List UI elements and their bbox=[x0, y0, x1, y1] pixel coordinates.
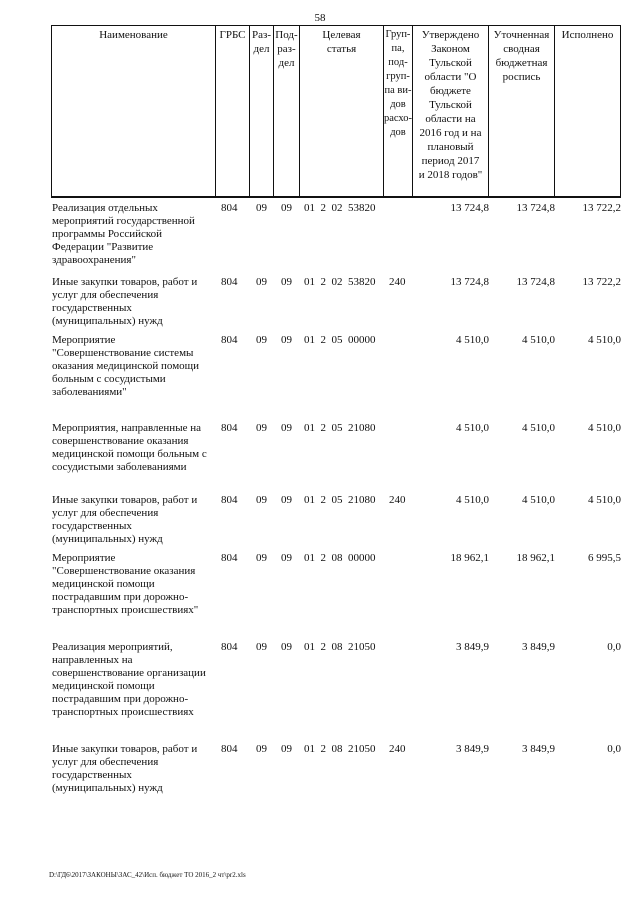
cell-utverzhdeno: 3 849,9 bbox=[456, 743, 489, 755]
cell-razdel: 09 bbox=[256, 743, 267, 755]
cell-utochnennaya: 18 962,1 bbox=[516, 552, 555, 564]
cell-celevaya: 01 2 05 21080 bbox=[304, 494, 376, 506]
cell-ispolneno: 13 722,2 bbox=[582, 202, 621, 214]
cell-celevaya: 01 2 05 21080 bbox=[304, 422, 376, 434]
cell-podrazdel: 09 bbox=[281, 494, 292, 506]
cell-name: Реализация отдельных мероприятий государственной программы Российской Федерации "Развитие здравоохранения" bbox=[52, 202, 195, 266]
cell-utochnennaya: 3 849,9 bbox=[522, 743, 555, 755]
cell-celevaya: 01 2 02 53820 bbox=[304, 202, 376, 214]
header-utverzhdeno: Утверждено Законом Тульской области "О бюджете Тульской области на 2016 год и на плановый период 2017 и 2018 годов" bbox=[413, 26, 489, 196]
cell-utochnennaya: 4 510,0 bbox=[522, 494, 555, 506]
header-razdel: Раз- дел bbox=[250, 26, 274, 196]
cell-utochnennaya: 4 510,0 bbox=[522, 334, 555, 346]
cell-utochnennaya: 13 724,8 bbox=[516, 276, 555, 288]
cell-celevaya: 01 2 08 00000 bbox=[304, 552, 376, 564]
header-name: Наименование bbox=[52, 26, 216, 196]
cell-utochnennaya: 4 510,0 bbox=[522, 422, 555, 434]
cell-grbs: 804 bbox=[221, 552, 238, 564]
cell-celevaya: 01 2 02 53820 bbox=[304, 276, 376, 288]
cell-grbs: 804 bbox=[221, 494, 238, 506]
cell-utochnennaya: 13 724,8 bbox=[516, 202, 555, 214]
cell-ispolneno: 4 510,0 bbox=[588, 494, 621, 506]
cell-name: Реализация мероприятий, направленных на совершенствование организации медицинской помощи пострадавшим при дорожно-транспортных происшествиях bbox=[52, 641, 206, 718]
header-utochnennaya: Уточненная сводная бюджетная роспись bbox=[489, 26, 555, 196]
page-number: 58 bbox=[314, 12, 326, 24]
cell-grbs: 804 bbox=[221, 641, 238, 653]
cell-gruppa: 240 bbox=[389, 743, 406, 755]
cell-utverzhdeno: 13 724,8 bbox=[450, 276, 489, 288]
cell-ispolneno: 4 510,0 bbox=[588, 334, 621, 346]
budget-table bbox=[51, 25, 621, 794]
cell-ispolneno: 13 722,2 bbox=[582, 276, 621, 288]
cell-razdel: 09 bbox=[256, 334, 267, 346]
cell-grbs: 804 bbox=[221, 422, 238, 434]
cell-utverzhdeno: 18 962,1 bbox=[450, 552, 489, 564]
cell-gruppa: 240 bbox=[389, 276, 406, 288]
cell-podrazdel: 09 bbox=[281, 334, 292, 346]
cell-grbs: 804 bbox=[221, 743, 238, 755]
cell-podrazdel: 09 bbox=[281, 276, 292, 288]
cell-name: Иные закупки товаров, работ и услуг для обеспечения государственных (муниципальных) нужд bbox=[52, 743, 198, 794]
cell-gruppa: 240 bbox=[389, 494, 406, 506]
cell-grbs: 804 bbox=[221, 276, 238, 288]
cell-utochnennaya: 3 849,9 bbox=[522, 641, 555, 653]
cell-name: Мероприятие "Совершенствование системы оказания медицинской помощи больным с сосудистыми заболеваниями" bbox=[52, 334, 200, 398]
cell-utverzhdeno: 4 510,0 bbox=[456, 334, 489, 346]
cell-razdel: 09 bbox=[256, 494, 267, 506]
cell-grbs: 804 bbox=[221, 334, 238, 346]
cell-celevaya: 01 2 08 21050 bbox=[304, 641, 376, 653]
header-celevaya: Целевая статья bbox=[300, 26, 384, 196]
cell-ispolneno: 0,0 bbox=[607, 641, 621, 653]
cell-razdel: 09 bbox=[256, 422, 267, 434]
cell-name: Мероприятие "Совершенствование оказания медицинской помощи пострадавшим при дорожно-транспортных происшествиях" bbox=[52, 552, 199, 616]
header-podrazdel: Под- раз- дел bbox=[274, 26, 300, 196]
cell-razdel: 09 bbox=[256, 641, 267, 653]
cell-name: Иные закупки товаров, работ и услуг для обеспечения государственных (муниципальных) нужд bbox=[52, 276, 198, 327]
cell-utverzhdeno: 13 724,8 bbox=[450, 202, 489, 214]
cell-celevaya: 01 2 05 00000 bbox=[304, 334, 376, 346]
cell-ispolneno: 4 510,0 bbox=[588, 422, 621, 434]
cell-razdel: 09 bbox=[256, 202, 267, 214]
header-ispolneno: Исполнено bbox=[561, 29, 614, 41]
cell-ispolneno: 6 995,5 bbox=[588, 552, 621, 564]
cell-utverzhdeno: 4 510,0 bbox=[456, 422, 489, 434]
file-path-footer: D:\ГД6\2017\ЗАКОНЫ\ЗАС_42\Исп. бюджет ТО 2016_2 чт\pr2.xls bbox=[49, 871, 246, 879]
cell-razdel: 09 bbox=[256, 552, 267, 564]
cell-grbs: 804 bbox=[221, 202, 238, 214]
header-grbs: ГРБС bbox=[216, 26, 250, 196]
cell-utverzhdeno: 4 510,0 bbox=[456, 494, 489, 506]
cell-celevaya: 01 2 08 21050 bbox=[304, 743, 376, 755]
cell-podrazdel: 09 bbox=[281, 422, 292, 434]
cell-razdel: 09 bbox=[256, 276, 267, 288]
cell-utverzhdeno: 3 849,9 bbox=[456, 641, 489, 653]
cell-name: Иные закупки товаров, работ и услуг для обеспечения государственных (муниципальных) нужд bbox=[52, 494, 198, 545]
cell-podrazdel: 09 bbox=[281, 202, 292, 214]
cell-name: Мероприятия, направленные на совершенствование оказания медицинской помощи больным с сосудистыми заболеваниями bbox=[52, 422, 207, 473]
cell-podrazdel: 09 bbox=[281, 743, 292, 755]
cell-podrazdel: 09 bbox=[281, 552, 292, 564]
cell-podrazdel: 09 bbox=[281, 641, 292, 653]
header-gruppa: Груп- па, под- груп- па ви- дов расхо- дов bbox=[384, 26, 413, 196]
table-header bbox=[51, 25, 621, 198]
cell-ispolneno: 0,0 bbox=[607, 743, 621, 755]
